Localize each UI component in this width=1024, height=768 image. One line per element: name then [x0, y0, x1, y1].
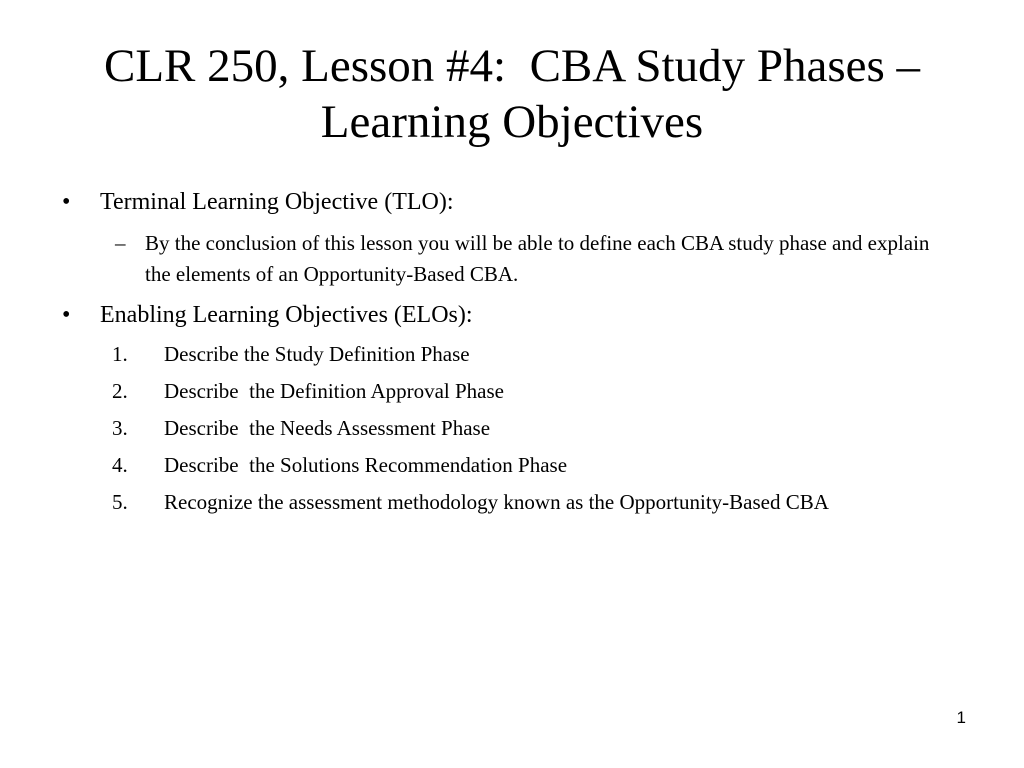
elo-item-text: Describe the Needs Assessment Phase: [164, 416, 491, 440]
slide-title: [40, 38, 984, 150]
elo-list-item: [60, 376, 944, 407]
slide-body: [60, 186, 960, 524]
elo-item-text: Describe the Solutions Recommendation Phase: [164, 453, 568, 477]
elo-list: [60, 339, 960, 518]
elo-item-number: 4.: [112, 453, 128, 477]
tlo-detail-item: [60, 228, 945, 290]
elo-item-number: 2.: [112, 379, 128, 403]
bullet-icon: •: [62, 189, 71, 215]
bullet-icon: •: [62, 302, 71, 328]
elo-list-item: [60, 450, 944, 481]
elo-item-number: 1.: [112, 342, 128, 366]
elo-list-item: [60, 413, 944, 444]
dash-icon: –: [115, 231, 126, 255]
tlo-detail-text: By the conclusion of this lesson you will be able to define each CBA study phase and explain the elements of an Opportunity-Based CBA.: [145, 231, 930, 286]
elo-item-text: Describe the Definition Approval Phase: [164, 379, 504, 403]
page-number: 1: [956, 708, 966, 727]
tlo-bullet-item: [60, 186, 960, 218]
elo-item-text: Describe the Study Definition Phase: [164, 342, 470, 366]
slide-title-line-2: Learning Objectives: [320, 96, 704, 148]
slide-title-line-1: CLR 250, Lesson #4: CBA Study Phases –: [103, 40, 921, 92]
elo-item-number: 5.: [112, 490, 128, 514]
elo-list-item: [60, 487, 944, 518]
elo-item-number: 3.: [112, 416, 128, 440]
tlo-heading: Terminal Learning Objective (TLO):: [100, 189, 454, 215]
elo-heading: Enabling Learning Objectives (ELOs):: [100, 302, 473, 328]
elo-item-text: Recognize the assessment methodology known as the Opportunity-Based CBA: [164, 490, 829, 514]
elo-bullet-item: [60, 299, 960, 331]
elo-list-item: [60, 339, 944, 370]
